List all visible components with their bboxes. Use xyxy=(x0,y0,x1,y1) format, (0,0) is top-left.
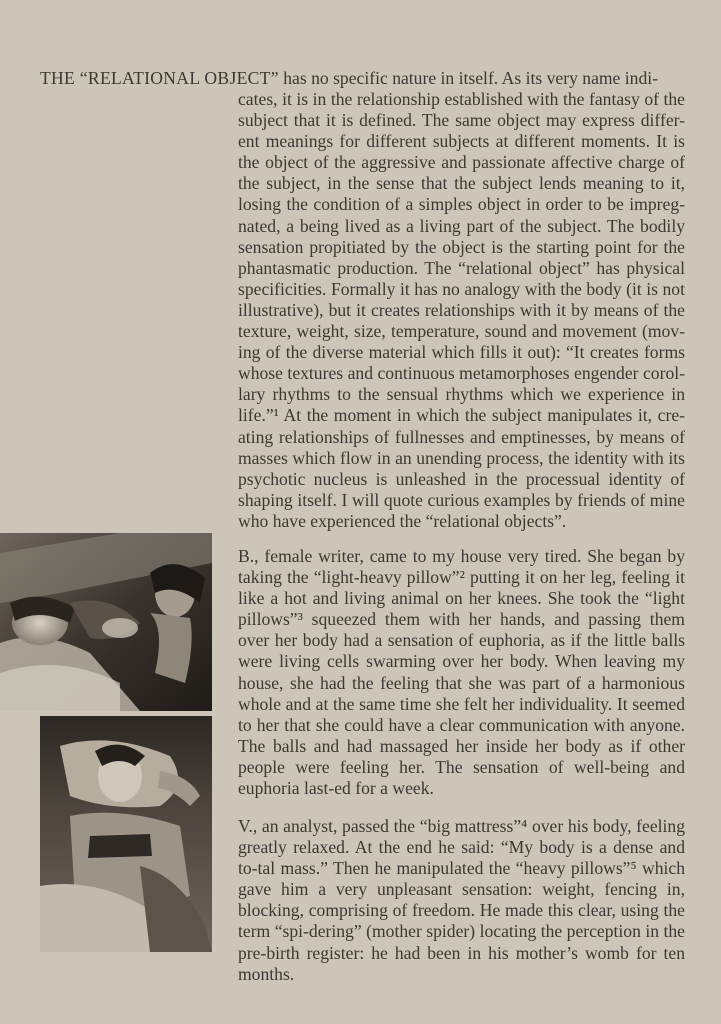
paragraph-2: B., female writer, came to my house very tired. She began by taking the “light-heavy pillow”² putting it on her leg, feeling it like a hot and living animal on her knees. She took the “light pillows”³ squeezed them with her hands, and passing them over her body had a sensation of euphoria, as if the little balls were living cells swarming over her body. When leaving my house, she had the feeling that she was part of a harmonious whole and at the same time she felt her individuality. It seemed to her that she could have a clear communication with anyone. The balls and had massaged her inside her body as if other people were feeling her. The sensation of well-being and euphoria last-ed for a week. xyxy=(238,546,685,799)
photo-top-image xyxy=(0,533,212,711)
lead-rest: has no specific nature in itself. As its very name indi- xyxy=(278,68,658,88)
photo-bottom-image xyxy=(40,716,212,952)
lead-caps: THE “RELATIONAL OBJECT” xyxy=(40,68,279,88)
paragraph-3: V., an analyst, passed the “big mattress”⁴ over his body, feeling greatly relaxed. At the end he said: “My body is a dense and to-tal mass.” Then he manipulated the “heavy pillows”⁵ which gave him a very unpleasant sensation: weight, fencing in, blocking, comprising of freedom. He made this clear, using the term “spi-dering” (mother spider) locating the perception in the pre-birth register: he had been in his mother’s womb for ten months. xyxy=(238,816,685,984)
photo-reclining-woman xyxy=(40,716,212,952)
lead-line xyxy=(40,68,685,89)
photo-woman-with-pillow xyxy=(0,533,212,711)
paragraph-1: cates, it is in the relationship established with the fantasy of the subject that it is defined. The same object may express differ-ent meanings for different subjects at different moments. It is the object of the aggressive and passionate affective charge of the subject, in the sense that the subject lends meaning to it, losing the condition of a simples object in order to be impreg-nated, a being lived as a living part of the subject. The bodily sensation propitiated by the object is the starting point for the phantasmatic production. The “relational object” has physical specificities. Formally it has no analogy with the body (it is not illustrative), but it creates relationships with it by means of the texture, weight, size, temperature, sound and movement (mov-ing of the diverse material which fills it out): “It creates forms whose textures and continuous metamorphoses engender corol-lary rhythms to the sensual rhythms which we experience in life.”¹ At the moment in which the subject manipulates it, cre-ating relationships of fullnesses and emptinesses, by means of masses which flow in an unending process, the identity with its psychotic nucleus is unleashed in the processual identity of shaping itself. I will quote curious examples by friends of mine who have experienced the “relational objects”. xyxy=(238,89,685,531)
